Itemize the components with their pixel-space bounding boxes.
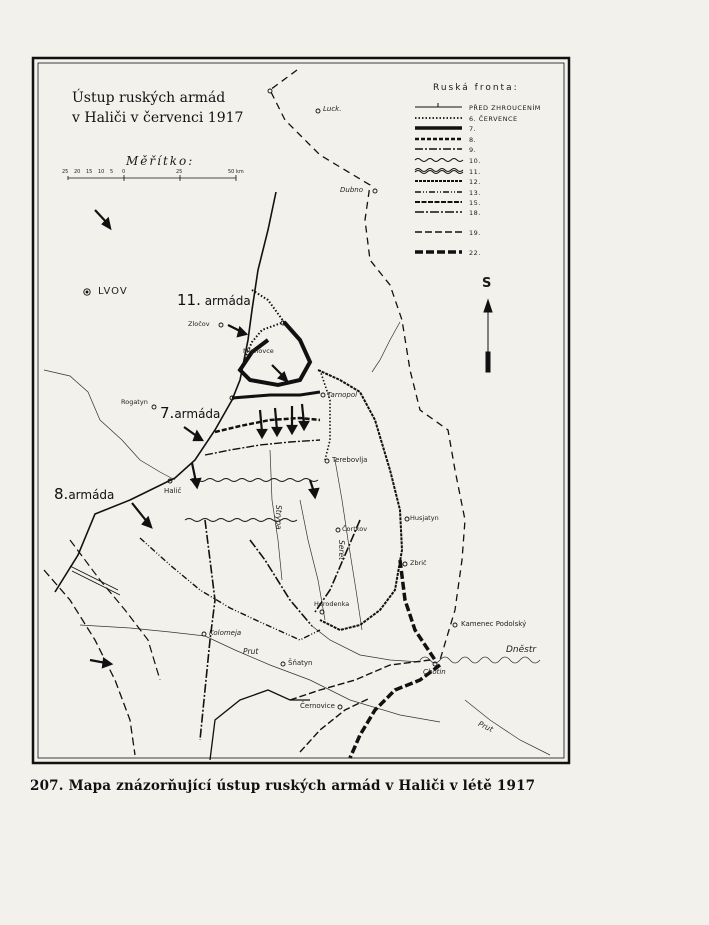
army-11 xyxy=(177,291,251,309)
legend-label: 9. xyxy=(469,146,477,154)
rivers xyxy=(44,322,550,755)
river-prut-2: Prut xyxy=(476,719,495,734)
place-dubno: Dubno xyxy=(340,186,363,194)
legend-label: 12. xyxy=(469,178,481,186)
legend-label: 6. ČERVENCE xyxy=(469,115,518,123)
place-husjatyn: Husjatyn xyxy=(410,514,439,522)
legend-label: 18. xyxy=(469,209,481,217)
legend-label: 19. xyxy=(469,229,481,237)
legend-label: 13. xyxy=(469,189,481,197)
river-strypa: Strypa xyxy=(274,505,283,530)
place-chotin: Chotin xyxy=(423,668,446,676)
place-rogatyn: Rogatyn xyxy=(121,398,148,406)
attack-arrows xyxy=(70,210,318,667)
legend-label: 22. xyxy=(469,249,481,257)
place-zlocov: Zločov xyxy=(188,320,210,328)
army-8-num: 8. xyxy=(54,485,69,503)
place-horodenka: Horodenka xyxy=(314,600,350,608)
legend-label: 7. xyxy=(469,125,477,133)
scale-tick: 25 xyxy=(62,169,69,175)
place-kolomeja: Kolomeja xyxy=(209,629,242,637)
army-8-word: armáda xyxy=(68,488,115,502)
legend-label: 15. xyxy=(469,199,481,207)
place-luck: Luck. xyxy=(323,105,342,113)
map-title xyxy=(72,88,243,128)
map-frame xyxy=(33,58,569,763)
place-snatyn: Šňatyn xyxy=(288,659,313,667)
place-tarnopol: Tarnopol xyxy=(327,391,358,399)
figure-caption: 207. Mapa znázorňující ústup ruských armád v Haliči v létě 1917 xyxy=(30,778,536,794)
legend-label: 10. xyxy=(469,157,481,165)
legend-label: 8. xyxy=(469,136,477,144)
place-mlynovce: Mlynovce xyxy=(243,347,274,355)
legend-label: PŘED ZHROUCENÍM xyxy=(469,104,541,112)
place-lvov: LVOV xyxy=(98,286,128,297)
place-terebovlja: Terebovlja xyxy=(332,456,368,464)
scale-tick: 5 xyxy=(110,169,114,175)
scale-tick: 20 xyxy=(74,169,81,175)
army-8 xyxy=(54,485,114,503)
army-7-num: 7. xyxy=(160,404,175,422)
army-11-word: armáda xyxy=(204,294,251,308)
army-11-num: 11. xyxy=(177,291,201,309)
place-cernovice: Černovice xyxy=(300,702,335,710)
legend-symbols xyxy=(415,103,463,252)
map-frame-inner xyxy=(38,63,564,758)
scale-tick: 50 km xyxy=(228,169,244,175)
legend-label: 11. xyxy=(469,168,481,176)
place-zbric: Zbrič xyxy=(410,559,427,567)
place-halic: Halič xyxy=(164,487,182,495)
scale-label: Měřítko: xyxy=(126,154,195,168)
army-7-word: armáda xyxy=(174,407,221,421)
north-label: S xyxy=(482,276,492,291)
scale-tick: 0 xyxy=(122,169,126,175)
scale-tick: 25 xyxy=(176,169,183,175)
front-lines xyxy=(44,70,465,760)
place-cortkov: Čortkov xyxy=(342,525,368,533)
river-dnestr: Dněstr xyxy=(506,645,537,655)
map-title-line2: v Haliči v červenci 1917 xyxy=(72,110,244,126)
scale-tick: 15 xyxy=(86,169,93,175)
legend-title: Ruská fronta: xyxy=(433,83,519,93)
north-arrow xyxy=(484,300,492,372)
river-prut-1: Prut xyxy=(243,647,259,656)
place-kamenec: Kamenec Podolský xyxy=(461,620,527,628)
river-seret: Seret xyxy=(337,540,346,561)
army-7 xyxy=(160,404,220,422)
scale-bar xyxy=(68,175,236,181)
map-title-line1: Ústup ruských armád xyxy=(72,90,226,106)
scale-tick: 10 xyxy=(98,169,105,175)
